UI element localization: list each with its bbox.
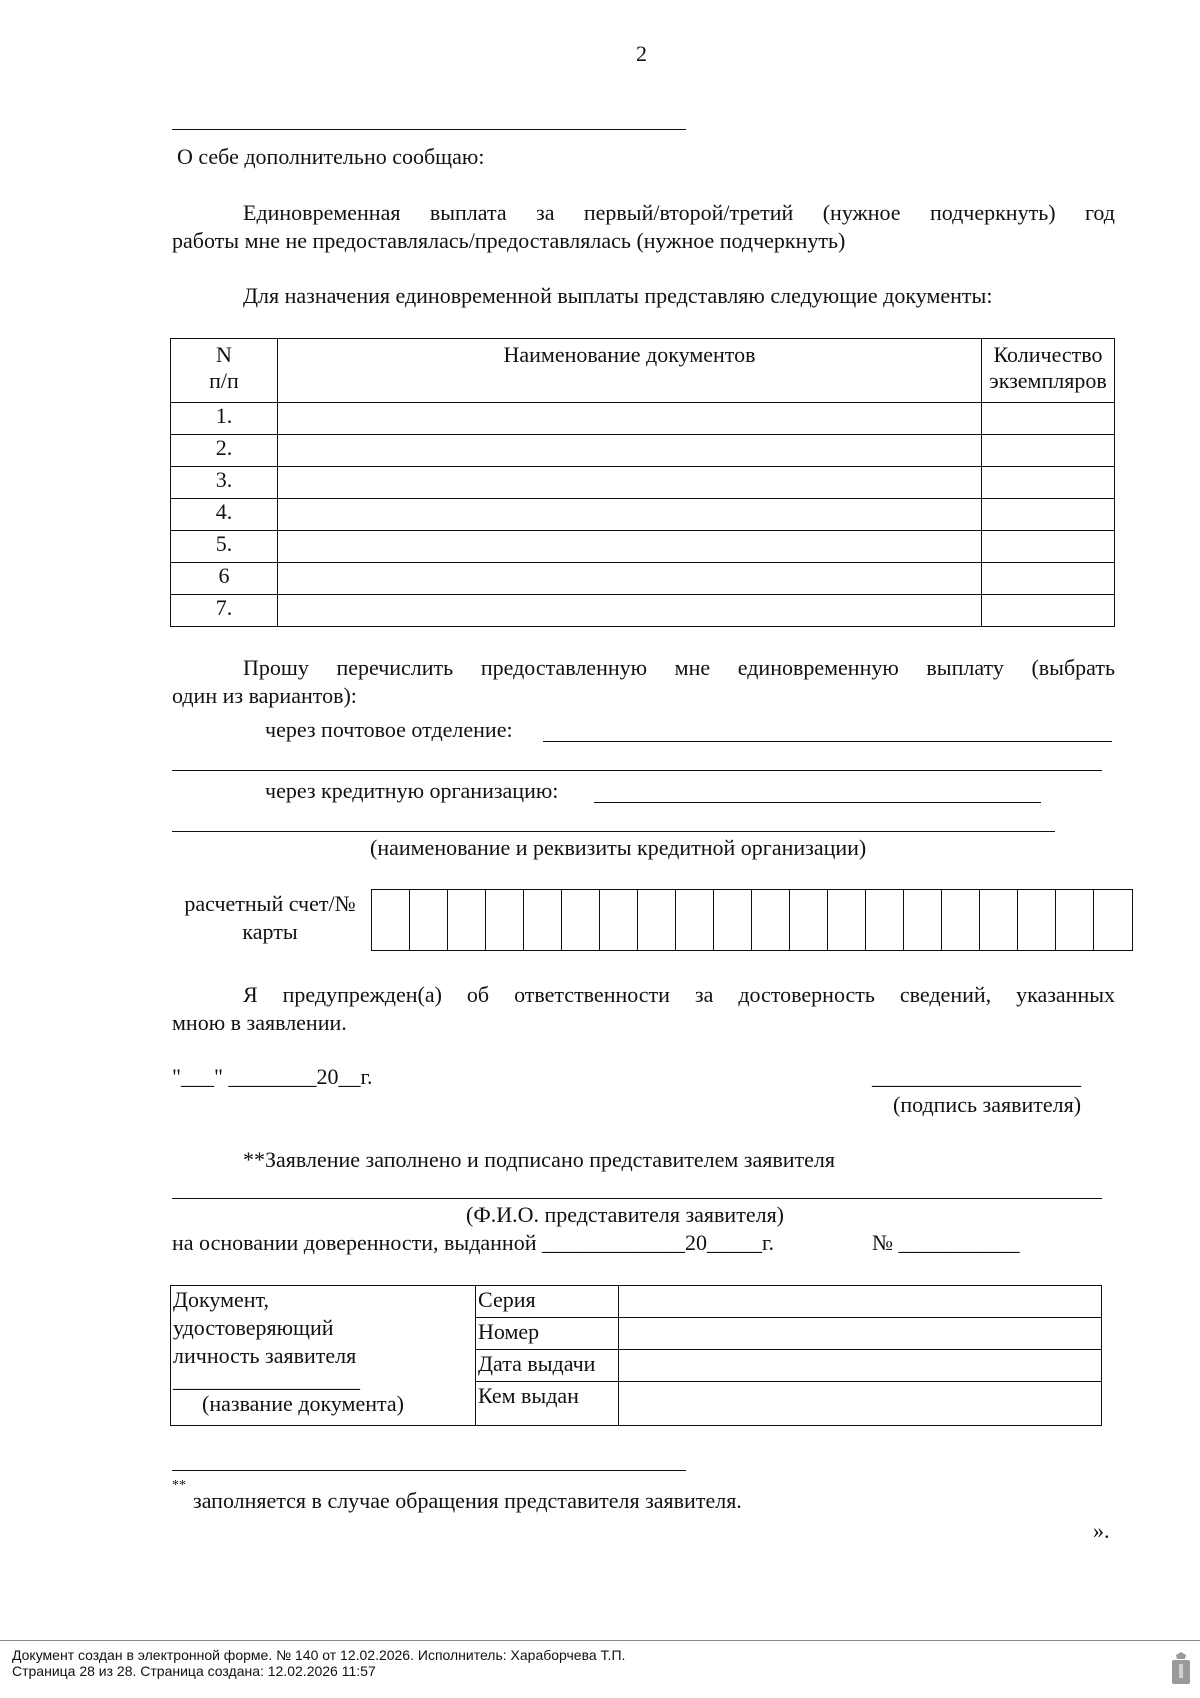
table-row (171, 499, 1115, 531)
col-num-label-1: N (216, 342, 232, 367)
account-digit-cell[interactable] (752, 890, 790, 950)
table-row (171, 595, 1115, 627)
id-doc-name-caption: (название документа) (202, 1391, 404, 1416)
coat-of-arms-icon (1170, 1652, 1192, 1686)
account-digit-cell[interactable] (562, 890, 600, 950)
via-credit-field[interactable] (594, 802, 1041, 803)
account-number-grid[interactable] (371, 889, 1133, 951)
table-row (171, 435, 1115, 467)
page-number: 2 (636, 41, 647, 66)
account-digit-cell[interactable] (866, 890, 904, 950)
row-number: 7. (171, 595, 278, 627)
representative-fio-field[interactable] (172, 1198, 1102, 1199)
col-name-header: Наименование документов (278, 339, 982, 403)
footnote-mark: ** (172, 1478, 186, 1493)
account-digit-cell[interactable] (1018, 890, 1056, 950)
account-digit-cell[interactable] (524, 890, 562, 950)
doc-name-cell[interactable] (278, 499, 982, 531)
row-number: 2. (171, 435, 278, 467)
footer-line-2: Страница 28 из 28. Страница создана: 12.02.2026 11:57 (12, 1663, 376, 1679)
doc-qty-cell[interactable] (982, 531, 1115, 563)
row-number: 1. (171, 403, 278, 435)
warning-line-2: мною в заявлении. (172, 1010, 347, 1035)
doc-name-cell[interactable] (278, 403, 982, 435)
account-digit-cell[interactable] (448, 890, 486, 950)
col-qty-label-2: экземпляров (989, 368, 1107, 393)
issued-by-value[interactable] (619, 1382, 1102, 1426)
id-doc-name-field[interactable]: _________________ (173, 1367, 360, 1392)
docs-intro: Для назначения единовременной выплаты представляю следующие документы: (243, 283, 993, 308)
via-post-label: через почтовое отделение: (265, 717, 513, 742)
signature-field[interactable]: ___________________ (872, 1064, 1081, 1089)
col-qty-header (982, 339, 1115, 403)
table-row (171, 563, 1115, 595)
footer-divider (0, 1640, 1200, 1641)
account-digit-cell[interactable] (1056, 890, 1094, 950)
separator-top (172, 129, 686, 130)
id-field-label: Дата выдачи (476, 1350, 619, 1382)
identity-document-table (170, 1285, 1102, 1426)
id-field-label: Номер (476, 1318, 619, 1350)
account-digit-cell[interactable] (714, 890, 752, 950)
doc-qty-cell[interactable] (982, 467, 1115, 499)
via-post-field[interactable] (543, 741, 1112, 742)
table-row (171, 403, 1115, 435)
account-digit-cell[interactable] (1094, 890, 1132, 950)
account-digit-cell[interactable] (638, 890, 676, 950)
id-label-2: удостоверяющий (173, 1315, 334, 1340)
row-number: 6 (171, 563, 278, 595)
payment-line-2: работы мне не предоставлялась/предоставлялась (нужное подчеркнуть) (172, 228, 846, 253)
id-field-label: Кем выдан (476, 1382, 619, 1426)
signature-caption: (подпись заявителя) (893, 1092, 1082, 1117)
account-digit-cell[interactable] (904, 890, 942, 950)
account-label-1: расчетный счет/№ (184, 891, 356, 916)
doc-qty-cell[interactable] (982, 403, 1115, 435)
footer-line-1: Документ создан в электронной форме. № 140 от 12.02.2026. Исполнитель: Хараборчева Т.П. (12, 1647, 626, 1663)
doc-name-cell[interactable] (278, 467, 982, 499)
account-label-2: карты (242, 919, 298, 944)
col-num-label-2: п/п (209, 368, 239, 393)
account-digit-cell[interactable] (410, 890, 448, 950)
identity-doc-label-cell (171, 1286, 476, 1426)
col-qty-label-1: Количество (993, 342, 1103, 367)
row-number: 5. (171, 531, 278, 563)
representative-fio-caption: (Ф.И.О. представителя заявителя) (466, 1202, 785, 1227)
series-value[interactable] (619, 1286, 1102, 1318)
issue-date-value[interactable] (619, 1350, 1102, 1382)
power-of-attorney-text[interactable]: на основании доверенности, выданной _____________20_____г. (172, 1230, 775, 1255)
account-digit-cell[interactable] (372, 890, 410, 950)
account-digit-cell[interactable] (942, 890, 980, 950)
about-self-text: О себе дополнительно сообщаю: (177, 144, 485, 169)
via-post-field-cont[interactable] (172, 770, 1102, 771)
closing-quote: ». (1093, 1518, 1110, 1543)
id-field-label: Серия (476, 1286, 619, 1318)
doc-qty-cell[interactable] (982, 595, 1115, 627)
account-digit-cell[interactable] (486, 890, 524, 950)
table-row (171, 467, 1115, 499)
account-digit-cell[interactable] (790, 890, 828, 950)
representative-note: **Заявление заполнено и подписано представителем заявителя (243, 1147, 835, 1172)
account-label (172, 890, 368, 946)
separator-footnote (172, 1470, 686, 1471)
number-value[interactable] (619, 1318, 1102, 1350)
transfer-line-2: один из вариантов): (172, 683, 357, 708)
power-of-attorney-number[interactable]: № ___________ (872, 1230, 1020, 1255)
footer (12, 1647, 625, 1679)
col-num-header (171, 339, 278, 403)
doc-name-cell[interactable] (278, 563, 982, 595)
warning-line-1: Я предупрежден(а) об ответственности за достоверность сведений, указанных (243, 982, 1115, 1007)
footnote-text: заполняется в случае обращения представителя заявителя. (193, 1488, 742, 1513)
payment-line-1: Единовременная выплата за первый/второй/третий (нужное подчеркнуть) год (243, 200, 1115, 225)
doc-name-cell[interactable] (278, 435, 982, 467)
row-number: 3. (171, 467, 278, 499)
account-digit-cell[interactable] (600, 890, 638, 950)
doc-name-cell[interactable] (278, 531, 982, 563)
account-digit-cell[interactable] (980, 890, 1018, 950)
row-number: 4. (171, 499, 278, 531)
doc-qty-cell[interactable] (982, 435, 1115, 467)
transfer-line-1: Прошу перечислить предоставленную мне единовременную выплату (выбрать (243, 655, 1115, 680)
via-credit-label: через кредитную организацию: (265, 778, 559, 803)
table-row (171, 531, 1115, 563)
date-field[interactable]: "___" ________20__г. (172, 1064, 373, 1089)
id-label-1: Документ, (173, 1287, 270, 1312)
doc-name-cell[interactable] (278, 595, 982, 627)
account-digit-cell[interactable] (676, 890, 714, 950)
via-credit-field-cont[interactable] (172, 831, 1055, 832)
documents-table (170, 338, 1115, 627)
doc-qty-cell[interactable] (982, 563, 1115, 595)
credit-caption: (наименование и реквизиты кредитной организации) (370, 835, 867, 860)
doc-qty-cell[interactable] (982, 499, 1115, 531)
account-digit-cell[interactable] (828, 890, 866, 950)
id-label-3: личность заявителя (173, 1343, 357, 1368)
documents-table-header (171, 339, 1115, 403)
